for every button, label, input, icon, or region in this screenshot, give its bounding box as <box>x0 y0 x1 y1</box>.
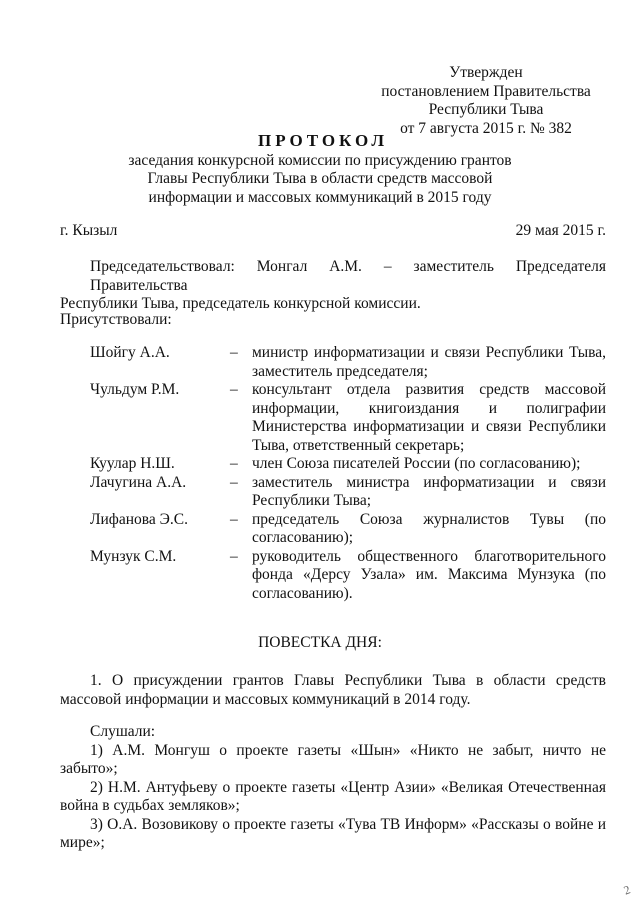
present-label: Присутствовали: <box>60 311 172 328</box>
member-name: Шойгу А.А. <box>90 344 170 361</box>
member-role: заместитель министра информатизации и связи Республики Тыва; <box>252 473 606 509</box>
document-title <box>0 132 640 207</box>
member-role: председатель Союза журналистов Тувы (по согласованию); <box>252 510 606 546</box>
approval-stamp <box>376 64 596 138</box>
member-dash: – <box>230 547 238 565</box>
speech-item: 3) О.А. Возовикову о проекте газеты «Тува ТВ Информ» «Рассказы о войне и мире»; <box>60 815 606 851</box>
member-role: член Союза писателей России (по согласованию); <box>252 455 581 472</box>
date: 29 мая 2015 г. <box>515 222 606 239</box>
member-dash: – <box>230 473 238 491</box>
title-subline: информации и массовых коммуникаций в 2015 году <box>148 188 492 206</box>
member-name: Чульдум Р.М. <box>90 381 180 398</box>
members-list <box>90 344 606 603</box>
agenda-item: 1. О присуждении грантов Главы Республики Тыва в области средств массовой информации и массовых коммуникаций в 2014 году. <box>60 672 606 708</box>
approval-line: от 7 августа 2015 г. № 382 <box>400 119 572 137</box>
chair-paragraph <box>60 258 606 314</box>
title-heading: ПРОТОКОЛ <box>257 131 388 150</box>
member-name: Лачугина А.А. <box>90 473 187 491</box>
place-date-row <box>60 222 606 241</box>
member-name: Лифанова Э.С. <box>90 510 188 528</box>
member-name: Мунзук С.М. <box>90 547 177 565</box>
page-corner-mark: 2 <box>621 881 633 898</box>
member-role: консультант отдела развития средств массовой информации, книгоиздания и полиграфии Министерства информатизации и связи Республики Тыва, ответственный секретарь; <box>252 381 606 454</box>
speech-item: 1) А.М. Монгуш о проекте газеты «Шын» «Никто не забыт, ничто не забыто»; <box>60 741 606 777</box>
speech-item: 2) Н.М. Антуфьеву о проекте газеты «Центр Азии» «Великая Отечественная война в судьбах земляков»; <box>60 778 606 814</box>
member-name: Куулар Н.Ш. <box>90 455 175 472</box>
agenda-title: ПОВЕСТКА ДНЯ: <box>258 634 382 651</box>
member-role: руководитель общественного благотворительного фонда «Дерсу Узала» им. Максима Мунзука (по согласованию). <box>252 547 606 602</box>
member-row <box>90 474 606 511</box>
approval-line: постановлением Правительства <box>381 82 591 100</box>
member-row <box>90 548 606 604</box>
title-subline: заседания конкурсной комиссии по присуждению грантов <box>128 151 512 169</box>
member-dash: – <box>230 381 238 398</box>
member-dash: – <box>230 510 238 528</box>
member-row <box>90 344 606 381</box>
title-subline: Главы Республики Тыва в области средств массовой <box>147 170 493 187</box>
approval-line: Республики Тыва <box>428 101 544 118</box>
chair-line: Республики Тыва, председатель конкурсной комиссии. <box>60 295 421 312</box>
member-dash: – <box>230 344 238 361</box>
listened-label: Слушали: <box>90 723 156 740</box>
member-role: министр информатизации и связи Республики Тыва, заместитель председателя; <box>252 344 606 380</box>
approval-line: Утвержден <box>449 64 523 81</box>
chair-line: Председательствовал: Монгал А.М. – заместитель Председателя Правительства <box>90 258 606 294</box>
member-row <box>90 455 606 474</box>
member-row <box>90 511 606 548</box>
member-row <box>90 381 606 455</box>
member-dash: – <box>230 455 238 472</box>
place: г. Кызыл <box>60 222 118 239</box>
agenda-section <box>60 672 606 853</box>
